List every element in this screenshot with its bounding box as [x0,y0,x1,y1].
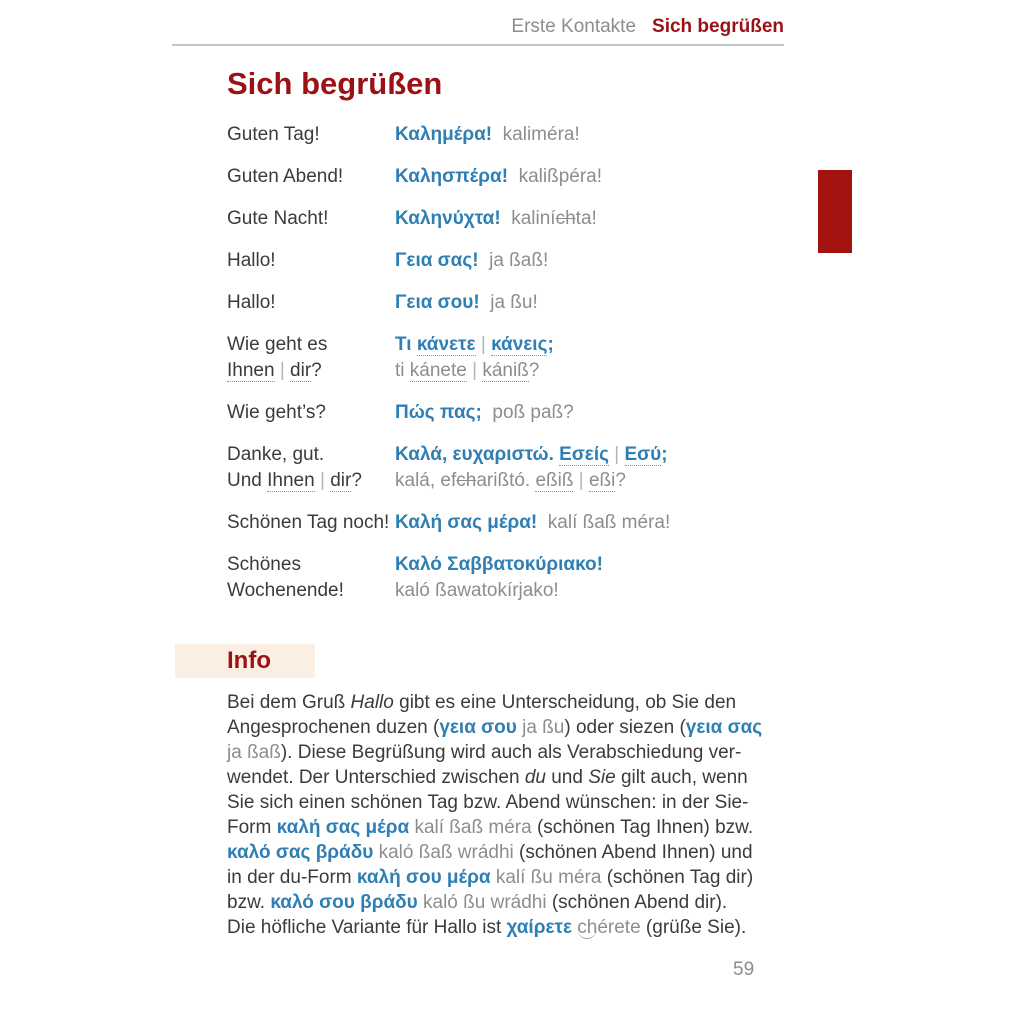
text-line: Γεια σου! ja ßu! [395,292,538,313]
chapter-tab-marker [818,170,852,253]
phrase-row [227,400,797,426]
text-line: in der du-Form καλή σου μέρα kalí ßu méra (schönen Tag dir) [227,867,754,888]
phrase-german [227,290,395,316]
text-line: Καλή σας μέρα! kalí ßaß méra! [395,512,671,533]
phrase-german [227,122,395,148]
phrase-german [227,510,395,536]
text-line: Sie sich einen schönen Tag bzw. Abend wünschen: in der Sie- [227,792,749,813]
text-line: ti kánete | kániß? [395,360,540,381]
text-line: Danke, gut. [227,444,325,465]
info-heading-text: Info [227,647,271,674]
running-head-chapter: Sich begrüßen [652,16,784,37]
text-line: Die höfliche Variante für Hallo ist χαίρετε chérete (grüße Sie). [227,917,747,938]
text-line: Hallo! [227,250,276,271]
text-line: Gute Nacht! [227,208,329,229]
page-title: Sich begrüßen [227,66,443,101]
phrase-greek-translit [395,164,797,190]
text-line: Wie geht es [227,334,328,355]
phrase-german [227,248,395,274]
phrase-row [227,510,797,536]
phrase-row [227,248,797,274]
text-line: καλό σας βράδυ kaló ßaß wrádhi (schönen Abend Ihnen) und [227,842,753,863]
text-line: Schönes [227,554,301,575]
running-head [172,16,784,38]
running-head-section: Erste Kontakte [511,16,637,37]
text-line: Und Ihnen | dir? [227,470,362,491]
phrase-greek-translit [395,248,797,274]
phrase-greek-translit [395,122,797,148]
info-heading [175,644,315,678]
text-line: bzw. καλό σου βράδυ kaló ßu wrádhi (schönen Abend dir). [227,892,728,913]
text-line: Guten Tag! [227,124,320,145]
text-line: Wie geht’s? [227,402,326,423]
text-line: Καληνύχτα! kaliníchta! [395,208,597,229]
phrase-greek-translit [395,552,797,604]
phrase-row [227,122,797,148]
text-line: Bei dem Gruß Hallo gibt es eine Unterscheidung, ob Sie den [227,692,737,713]
text-line: Καλησπέρα! kalißpéra! [395,166,603,187]
text-line: Καλό Σαββατοκύριακο! [395,554,603,575]
phrase-row [227,290,797,316]
phrase-row [227,206,797,232]
text-line: Wochenende! [227,580,344,601]
text-line: Πώς πας; poß paß? [395,402,574,423]
text-line: Γεια σας! ja ßaß! [395,250,549,271]
phrase-row [227,442,797,494]
text-line: Hallo! [227,292,276,313]
text-line: Form καλή σας μέρα kalí ßaß méra (schönen Tag Ihnen) bzw. [227,817,754,838]
text-line: Angesprochenen duzen (γεια σου ja ßu) oder siezen (γεια σας [227,717,763,738]
text-line: ja ßaß). Diese Begrüßung wird auch als Verabschiedung ver- [227,742,742,763]
text-line: Ihnen | dir? [227,360,322,381]
phrase-german [227,552,395,604]
phrase-row [227,164,797,190]
phrase-greek-translit [395,442,797,494]
phrase-german [227,206,395,232]
phrase-german [227,400,395,426]
text-line: Guten Abend! [227,166,344,187]
text-line: Καλημέρα! kaliméra! [395,124,580,145]
phrase-greek-translit [395,290,797,316]
text-line: Τι κάνετε | κάνεις; [395,334,554,355]
phrase-row [227,332,797,384]
phrase-table [227,122,797,620]
text-line: Καλά, ευχαριστώ. Εσείς | Εσύ; [395,444,668,465]
text-line: wendet. Der Unterschied zwischen du und Sie gilt auch, wenn [227,767,748,788]
header-rule [172,44,784,46]
phrase-greek-translit [395,332,797,384]
text-line: kalá, efcharißtó. eßiß | eßi? [395,470,626,491]
page-number: 59 [733,959,755,980]
phrase-row [227,552,797,604]
phrase-greek-translit [395,400,797,426]
info-paragraph [227,690,847,940]
text-line: Schönen Tag noch! [227,512,390,533]
text-line: kaló ßawatokírjako! [395,580,559,601]
phrase-german [227,164,395,190]
phrase-greek-translit [395,510,797,536]
phrase-german [227,332,395,384]
phrase-german [227,442,395,494]
phrase-greek-translit [395,206,797,232]
